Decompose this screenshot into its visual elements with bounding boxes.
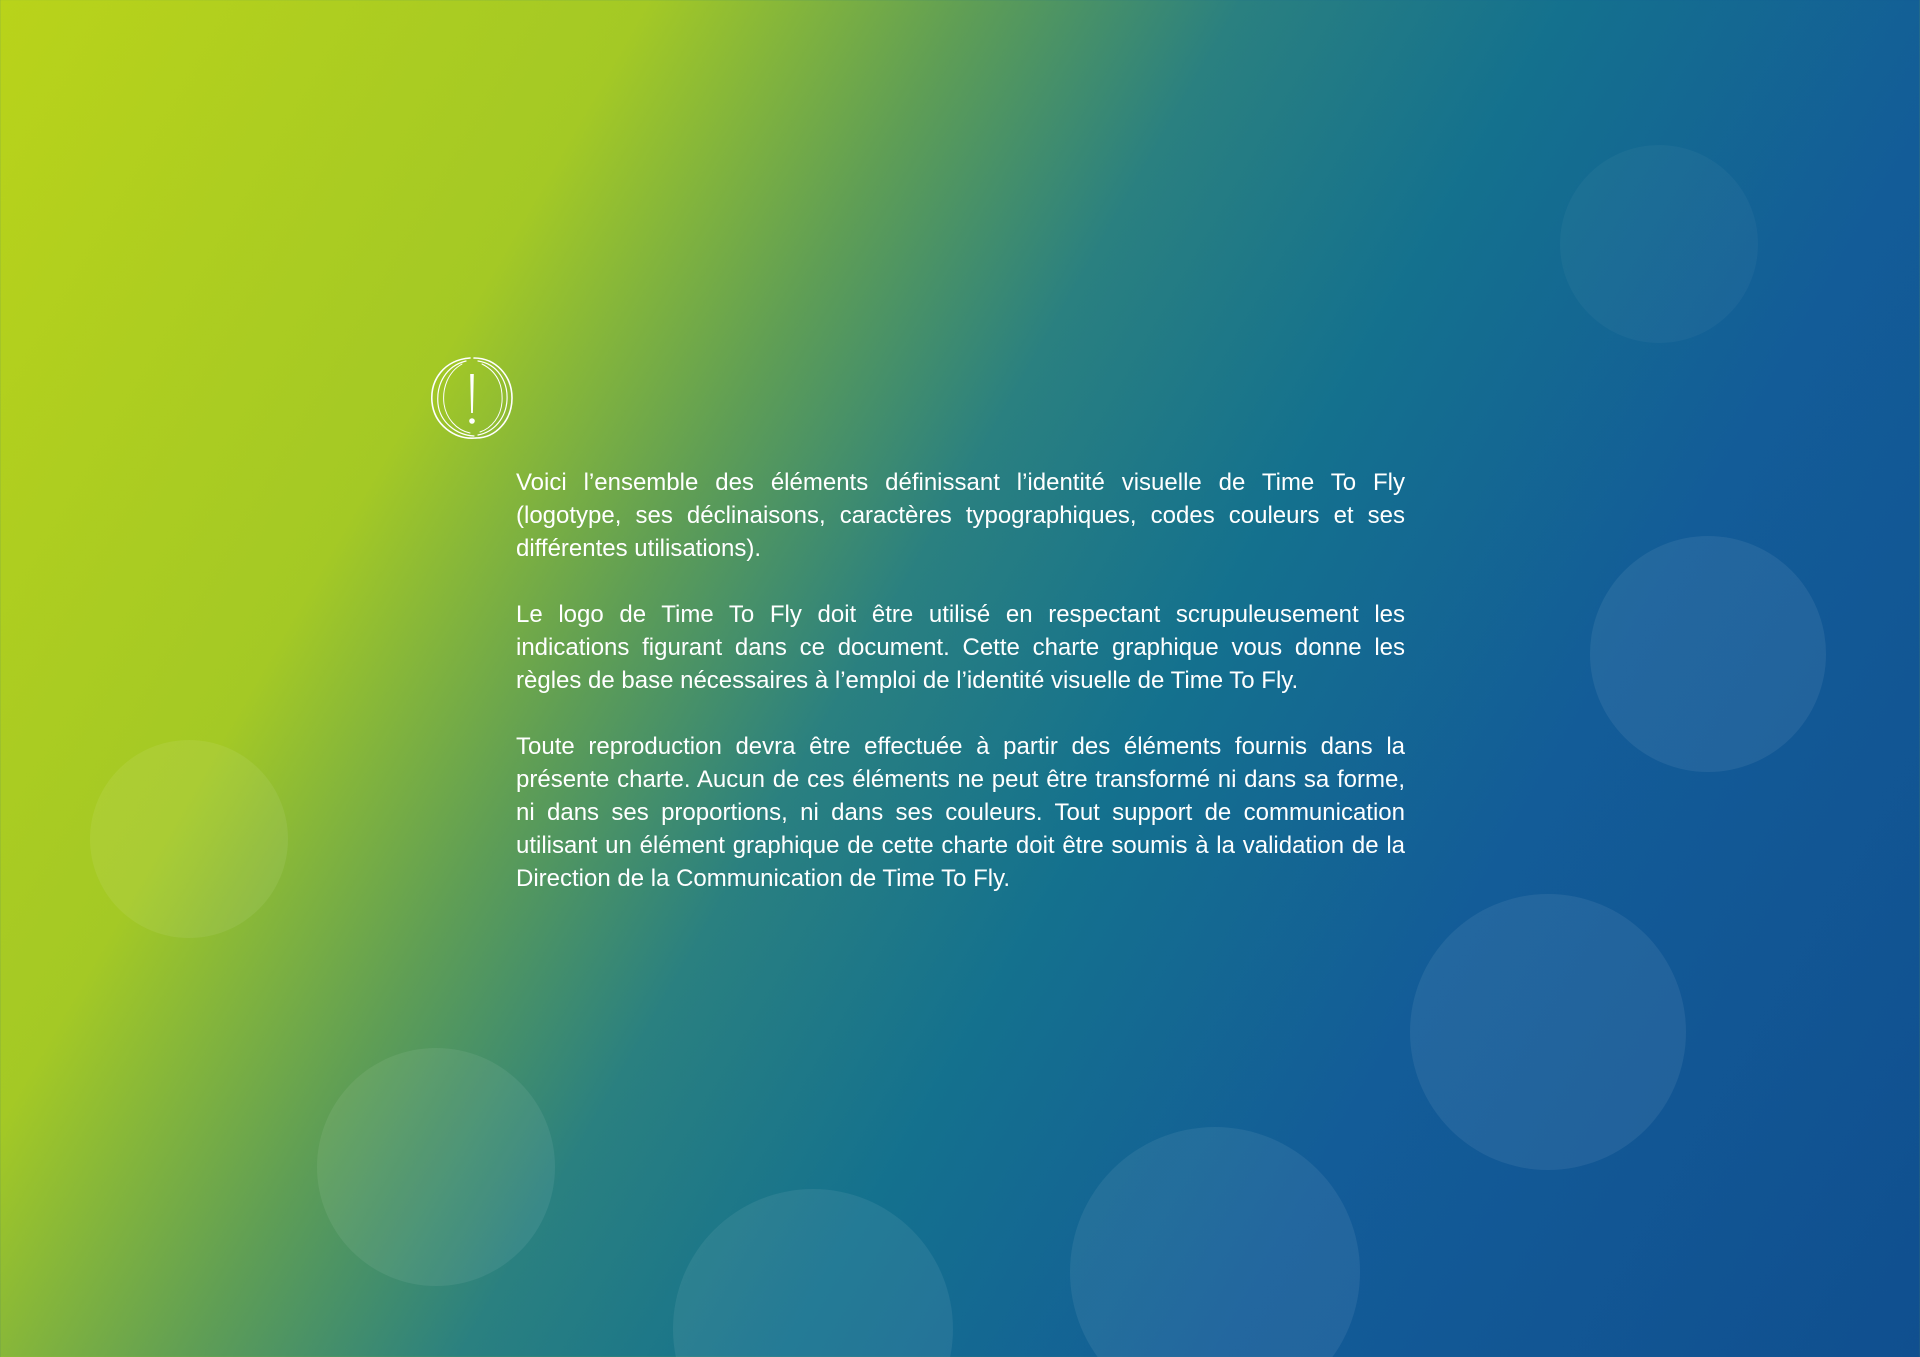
paragraph-reproduction: Toute reproduction devra être effectuée à partir des éléments fournis dans la présente charte. Aucun de ces éléments ne peut être transformé ni dans sa forme, ni dans ses proportions, ni dans ses couleurs. Tout support de communication utilisant un élément graphique de cette charte doit être soumis à la validation de la Direction de la Communication de Time To Fly. (516, 733, 1405, 892)
paragraph-logo-usage: Le logo de Time To Fly doit être utilisé en respectant scrupuleusement les indications figurant dans ce document. Cette charte graphique vous donne les règles de base nécessaires à l’emploi de l’identité visuelle de Time To Fly. (516, 601, 1405, 694)
decorative-bokeh-circle (1560, 145, 1758, 343)
decorative-bokeh-circle (90, 740, 288, 938)
decorative-bokeh-circle (317, 1048, 555, 1286)
decorative-bokeh-circle (1070, 1127, 1360, 1357)
intro-text-block (516, 466, 1405, 895)
decorative-bokeh-circle (1590, 536, 1826, 772)
decorative-bokeh-circle (673, 1189, 953, 1357)
exclamation-circle-icon (426, 352, 518, 444)
decorative-bokeh-circle (1410, 894, 1686, 1170)
paragraph-identity: Voici l’ensemble des éléments définissant l’identité visuelle de Time To Fly (logotype, ses déclinaisons, caractères typographiques, codes couleurs et ses différentes utilisations). (516, 469, 1405, 562)
